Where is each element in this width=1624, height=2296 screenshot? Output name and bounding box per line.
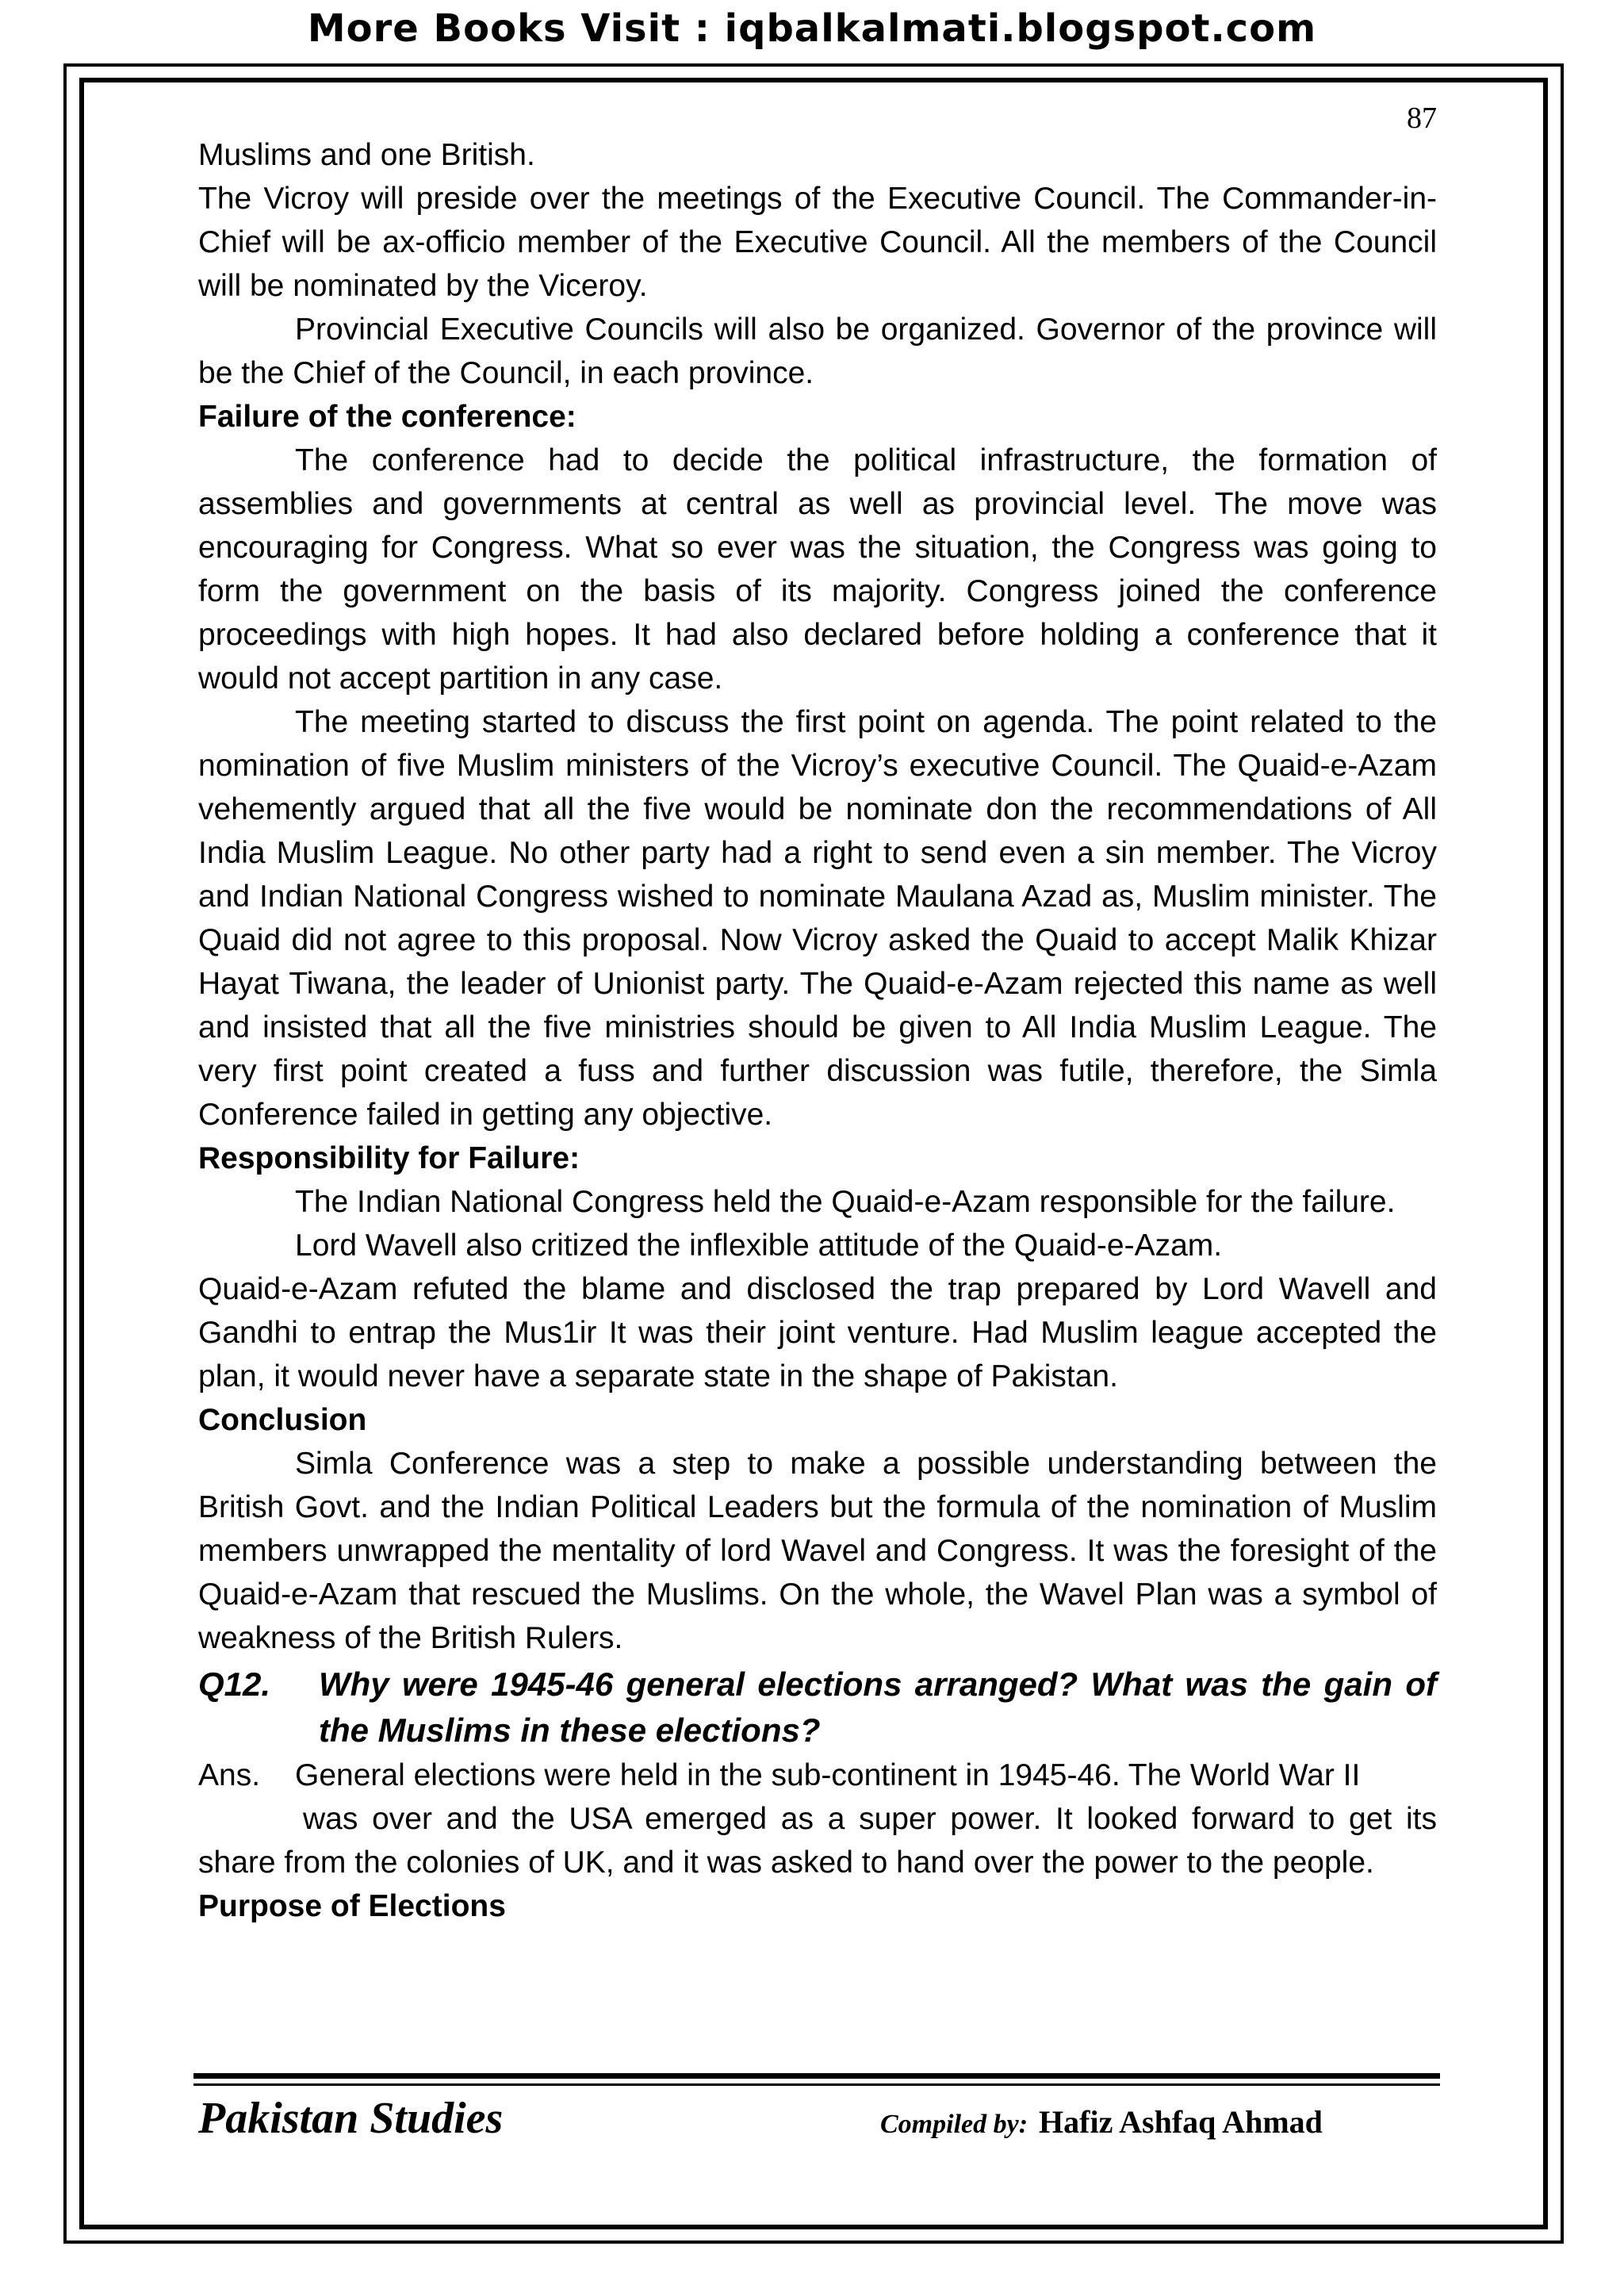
answer-block	[198, 1754, 1437, 1797]
footer-rule-thick	[193, 2073, 1440, 2079]
paragraph: Provincial Executive Councils will also be organized. Governor of the province will be the Chief of the Council, in each province.	[198, 312, 1437, 390]
footer-rule-thin	[193, 2083, 1440, 2086]
answer-first-line: General elections were held in the sub-continent in 1945-46. The World War II	[295, 1758, 1361, 1792]
page-body	[198, 133, 1437, 1928]
heading-failure: Failure of the conference:	[198, 400, 576, 434]
book-title: Pakistan Studies	[198, 2094, 504, 2143]
paragraph: Simla Conference was a step to make a possible understanding between the British Govt. and the Indian Political Leaders but the formula of the nomination of Muslim members unwrapped the mentality of lord Wavel and Congress. It was the foresight of the Quaid-e-Azam that rescued the Muslims. On the whole, the Wavel Plan was a symbol of weakness of the British Rulers.	[198, 1447, 1437, 1655]
site-banner: More Books Visit : iqbalkalmati.blogspot.com	[307, 6, 1317, 51]
heading-conclusion: Conclusion	[198, 1403, 367, 1437]
heading-purpose: Purpose of Elections	[198, 1889, 506, 1923]
paragraph: The Indian National Congress held the Quaid-e-Azam responsible for the failure.	[295, 1185, 1396, 1219]
paragraph: Muslims and one British.	[198, 138, 535, 172]
question-block	[198, 1662, 1437, 1754]
paragraph: The Vicroy will preside over the meetings of the Executive Council. The Commander-in-Chief will be ax-officio member of the Executive Council. All the members of the Council will be nominated by the Viceroy.	[198, 182, 1437, 303]
heading-responsibility: Responsibility for Failure:	[198, 1141, 580, 1175]
paragraph: Lord Wavell also critized the inflexible attitude of the Quaid-e-Azam.	[295, 1228, 1223, 1263]
compiled-by-label: Compiled by:	[880, 2110, 1028, 2139]
page-number: 87	[1407, 102, 1437, 135]
paragraph: The meeting started to discuss the first point on agenda. The point related to the nomination of five Muslim ministers of the Vicroy’s executive Council. The Quaid-e-Azam vehemently argued that all the five would be nominate don the recommendations of All India Muslim League. No other party had a right to send even a sin member. The Vicroy and Indian National Congress wished to nominate Maulana Azad as, Muslim minister. The Quaid did not agree to this proposal. Now Vicroy asked the Quaid to accept Malik Khizar Hayat Tiwana, the leader of Unionist party. The Quaid-e-Azam rejected this name as well and insisted that all the five ministries should be given to All India Muslim League. The very first point created a fuss and further discussion was futile, therefore, the Simla Conference failed in getting any objective.	[198, 705, 1437, 1132]
author-name: Hafiz Ashfaq Ahmad	[1039, 2104, 1323, 2140]
question-text: Why were 1945-46 general elections arranged? What was the gain of the Muslims in these elections?	[319, 1665, 1437, 1749]
paragraph: Quaid-e-Azam refuted the blame and disclosed the trap prepared by Lord Wavell and Gandhi to entrap the Mus1ir It was their joint venture. Had Muslim league accepted the plan, it would never have a separate state in the shape of Pakistan.	[198, 1272, 1437, 1393]
answer-continuation: was over and the USA emerged as a super power. It looked forward to get its share from the colonies of UK, and it was asked to hand over the power to the people.	[198, 1802, 1437, 1880]
paragraph: The conference had to decide the political infrastructure, the formation of assemblies and governments at central as well as provincial level. The move was encouraging for Congress. What so ever was the situation, the Congress was going to form the government on the basis of its majority. Congress joined the conference proceedings with high hopes. It had also declared before holding a conference that it would not accept partition in any case.	[198, 443, 1437, 696]
question-label: Q12.	[198, 1665, 271, 1703]
answer-label: Ans.	[198, 1758, 261, 1792]
compiler-credit	[880, 2102, 1323, 2145]
